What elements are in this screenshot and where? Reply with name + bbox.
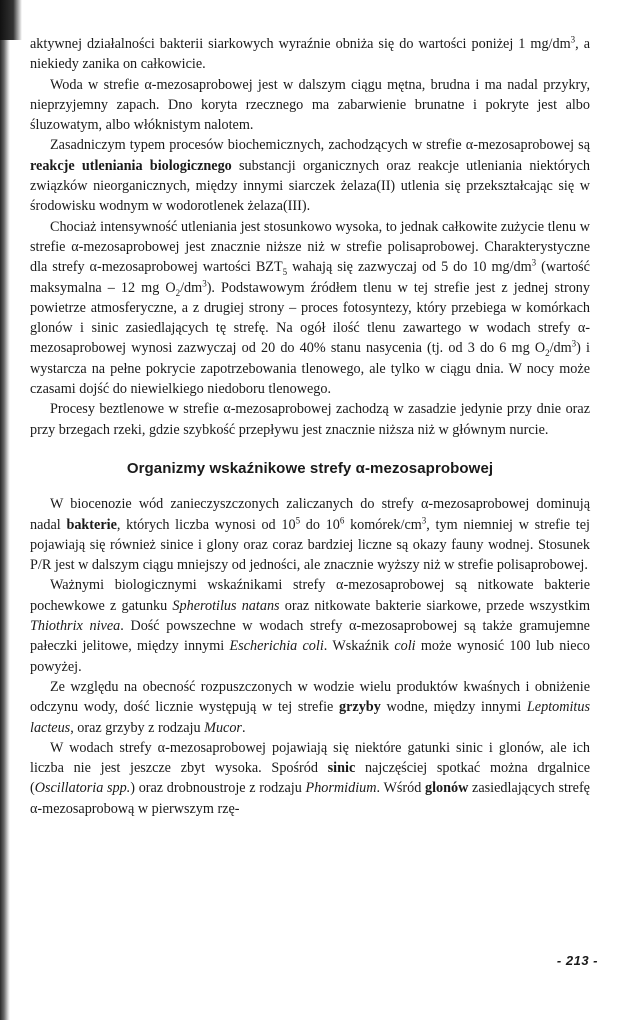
paragraph-1: aktywnej działalności bakterii siarkowych wyraźnie obniża się do wartości poniżej 1 $mg/dm^3$, a niekiedy zanika on całkowicie. (30, 34, 590, 73)
book-spine-shadow-top (0, 0, 22, 40)
paragraph-3: Zasadniczym typem procesów biochemicznych, zachodzących w strefie α-mezosaprobowej są reakcje utleniania biologicznego substancji organicznych oraz reakcje utleniania niektórych związków nieorganicznych, między innymi siarczek żelaza(II) utlenia się przekształcając się w środowisku wodnym w wodorotlenek żelaza(III). (30, 137, 590, 215)
book-spine-shadow (0, 0, 10, 1020)
paragraph-7: Ważnymi biologicznymi wskaźnikami strefy α-mezosaprobowej są nitkowate bakterie pochewkowe z gatunku Spherotilus natans oraz nitkowate bakterie siarkowe, przede wszystkim Thiothrix nivea. Dość powszechne w wodach strefy α-mezosaprobowej są także gramujemne pałeczki jelitowe, między innymi Escherichia coli. Wskaźnik coli może wynosić 100 lub nieco powyżej. (30, 577, 590, 675)
paragraph-9: W wodach strefy α-mezosaprobowej pojawiają się niektóre gatunki sinic i glonów, ale ich liczba nie jest jeszcze zbyt wysoka. Spośród sinic najczęściej spotkać można drgalnice (Oscillatoria spp.) oraz drobnoustroje z rodzaju Phormidium. Wśród glonów zasiedlających strefę α-mezosaprobową w pierwszym rzę- (30, 739, 590, 817)
paragraph-8: Ze względu na obecność rozpuszczonych w wodzie wielu produktów kwaśnych i obniżenie odczynu wody, dość licznie występują w tej strefie grzyby wodne, między innymi Leptomitus lacteus, oraz grzyby z rodzaju Mucor. (30, 678, 590, 736)
paragraph-5: Procesy beztlenowe w strefie α-mezosaprobowej zachodzą w zasadzie jedynie przy dnie oraz przy brzegach rzeki, gdzie szybkość przepływu jest znacznie niższa niż w głównym nurcie. (30, 401, 590, 438)
section-heading: Organizmy wskaźnikowe strefy α-mezosaprobowej (126, 459, 494, 477)
paragraph-2: Woda w strefie α-mezosaprobowej jest w dalszym ciągu mętna, brudna i ma nadal przykry, nieprzyjemny zapach. Dno koryta rzecznego ma zabarwienie brunatne i pokryte jest albo śluzowatym, albo włóknistym nalotem. (30, 76, 590, 134)
paragraph-6: W biocenozie wód zanieczyszczonych zaliczanych do strefy α-mezosaprobowej dominują nadal bakterie, których liczba wynosi od $10^5$ do $10^6$ komórek/$cm^3$, tym niemniej w strefie tej pojawiają się również sinice i glony oraz coraz bardziej liczne są okazy fauny wodnej. Stosunek P/R jest w dalszym ciągu mniejszy od jedności, ale znacznie wyższy niż w strefie polisaprobowej. (30, 496, 590, 574)
page-body (30, 34, 590, 819)
page-number: - 213 - (556, 953, 598, 968)
paragraph-4: Chociaż intensywność utleniania jest stosunkowo wysoka, to jednak całkowite zużycie tlenu w strefie α-mezosaprobowej jest znacznie niższe niż w strefie polisaprobowej. Charakterystyczne dla strefy α-mezosaprobowej wartości $BZT_5$ wahają się zazwyczaj od 5 do 10 $mg/dm^3$ (wartość maksymalna – 12 mg $O_2/dm^3$). Podstawowym źródłem tlenu w tej strefie jest z jednej strony powietrze atmosferyczne, a z drugiej strony – proces fotosyntezy, który przebiega w komórkach glonów i sinic zasiedlających tę strefę. Na ogół ilość tlenu zawartego w wodach strefy α-mezosaprobowej wynosi zazwyczaj od 20 do 40% stanu nasycenia (tj. od 3 do 6 mg $O_2/dm^3$) i wystarcza na pełne pokrycie zapotrzebowania tlenowego, ale tylko w ciągu dnia. W nocy może czasami dojść do niewielkiego niedoboru tlenowego. (30, 218, 590, 398)
